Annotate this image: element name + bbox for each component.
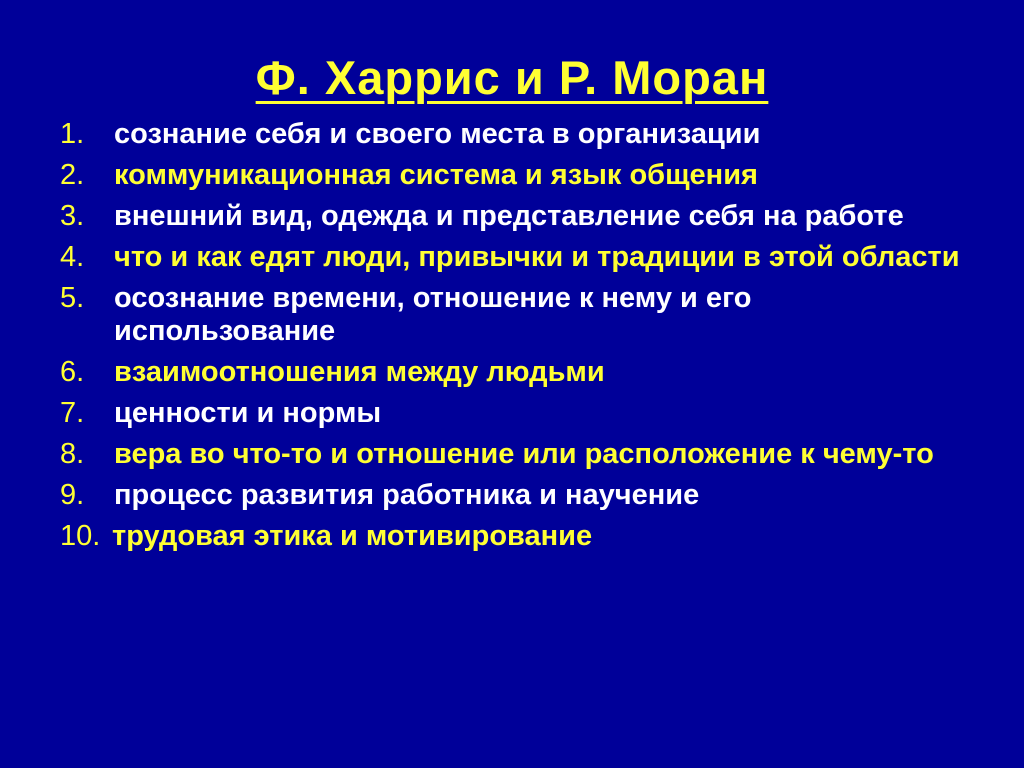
list-item-text: коммуникационная система и язык общения: [114, 159, 758, 191]
list-item: [60, 479, 980, 512]
list-item-text: процесс развития работника и научение: [114, 479, 700, 511]
list-item-number: 5.: [60, 282, 85, 314]
list-item-number: 4.: [60, 241, 85, 273]
numbered-list: [60, 118, 980, 561]
list-item-text: внешний вид, одежда и представление себя на работе: [114, 200, 904, 232]
list-item-text: вера во что-то и отношение или расположение к чему-то: [114, 438, 934, 470]
slide-title: [0, 48, 1024, 108]
list-item: [60, 159, 980, 192]
list-item-text: трудовая этика и мотивирование: [112, 520, 593, 552]
list-item-number: 2.: [60, 159, 85, 191]
list-item: [60, 438, 980, 471]
list-item-number: 6.: [60, 356, 85, 388]
list-item-number: 9.: [60, 479, 85, 511]
list-item: [60, 118, 980, 151]
list-item: [60, 397, 980, 430]
list-item-number: 8.: [60, 438, 85, 470]
list-item-number: 3.: [60, 200, 85, 232]
list-item: [60, 200, 980, 233]
list-item-text: взаимоотношения между людьми: [114, 356, 605, 388]
list-item-number: 1.: [60, 118, 85, 150]
list-item: [60, 520, 980, 553]
list-item-text: осознание времени, отношение к нему и его использование: [114, 282, 752, 347]
list-item-text: сознание себя и своего места в организации: [114, 118, 761, 150]
list-item-text: что и как едят люди, привычки и традиции в этой области: [114, 241, 960, 273]
list-item: [60, 241, 980, 274]
list-item-number: 7.: [60, 397, 85, 429]
list-item-text: ценности и нормы: [114, 397, 382, 429]
list-item: [60, 282, 980, 348]
list-item: [60, 356, 980, 389]
slide-title-text: Ф. Харрис и Р. Моран: [255, 51, 769, 104]
list-item-number: 10.: [60, 520, 101, 552]
